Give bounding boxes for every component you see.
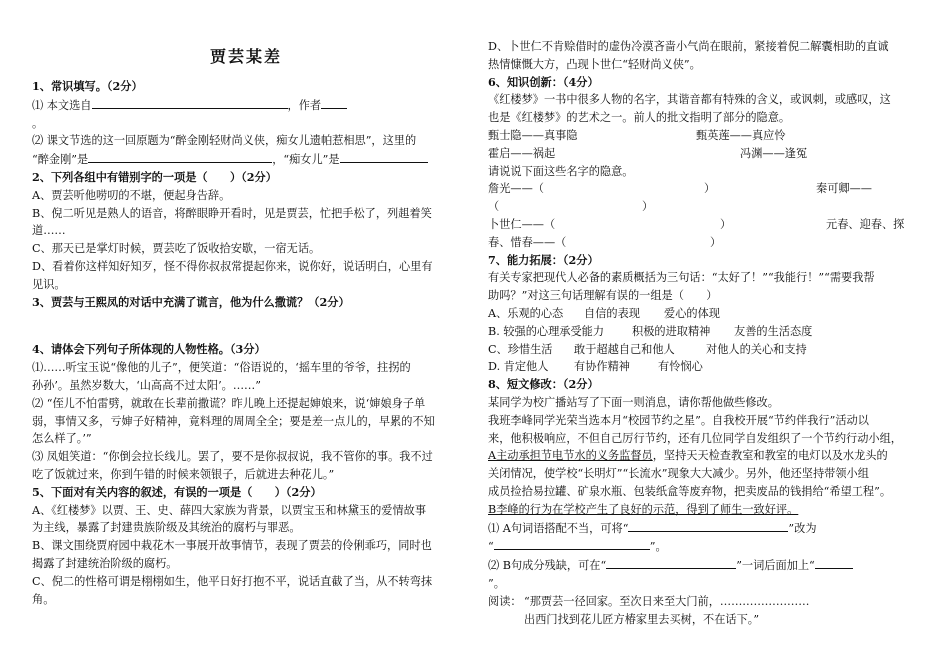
q6-n2d[interactable]: 春、惜春——（: [488, 235, 567, 249]
q8-r1c: “: [488, 540, 494, 554]
q8-r1-blank1[interactable]: [628, 519, 788, 532]
q1-line3: [32, 150, 460, 169]
q1-line3-a: “醉金刚”是: [32, 153, 89, 167]
q2-option-d2: 见识。: [32, 277, 66, 291]
q6-n1b: ）: [704, 182, 716, 196]
q2-option-b2: 道……: [32, 224, 66, 238]
q1-line1-b: ，作者: [287, 98, 322, 112]
q5-heading: 5、下面对有关内容的叙述，有误的一项是（ ）（2分）: [32, 484, 322, 499]
q8-sentence-a: A主动承担节电节水的义务监督员: [488, 449, 653, 463]
q8-sentence-b: B李峰的行为在学校产生了良好的示范，得到了师生一致好评。: [488, 502, 799, 516]
q5-d2: 热情慷慨大方，凸现卜世仁“轻财尚义侠”。: [488, 57, 701, 71]
q6-heading: 6、知识创新：（4分）: [488, 74, 599, 89]
page-title: 贾芸某差: [209, 47, 282, 66]
q4-s2a: ⑵ “侄儿不怕雷劈，就敢在长辈前撒谎？昨儿晚上还提起婶娘来，说‘婶娘身子单: [32, 396, 426, 410]
q6-ex2a: 霍启——祸起: [488, 146, 556, 160]
q8-p4-rest: ，坚持天天检查教室和教室的电灯以及水龙头的: [652, 449, 888, 463]
q7-option-d: [488, 358, 916, 376]
q2-heading: 2、下列各组中有错别字的一项是（ ）（2分）: [32, 169, 277, 184]
q7-a2: 自信的表现: [584, 306, 640, 320]
q6-ex1a: 甄士隐——真事隐: [488, 128, 578, 142]
q3-answer-space[interactable]: [32, 311, 460, 341]
q4-s3a: ⑶ 凤姐笑道：“你倒会拉长线儿。罢了，要不是你叔叔说，我不管你的事。我不过: [32, 450, 433, 464]
q8-r2-blank1[interactable]: [606, 556, 736, 569]
q7-c2: 敢于超越自己和他人: [574, 342, 675, 356]
q8-p1: 某同学为校广播站写了下面一则消息，请你帮他做些修改。: [488, 395, 779, 409]
q7-b2: 积极的进取精神: [632, 324, 711, 338]
q8-read1b: ……………………: [719, 594, 810, 608]
q1-line3-b: ，“痴女儿”是: [272, 153, 340, 167]
q8-p6: 成员捡拾易拉罐、矿泉水瓶、包装纸盒等废弃物，把卖废品的钱捐给“希望工程”。: [488, 484, 892, 498]
q7-option-a: [488, 305, 916, 323]
q8-r1-cont: [488, 537, 916, 556]
q7-p1: 有关专家把现代人必备的素质概括为三句话：“太好了！”“我能行！”“需要我帮: [488, 271, 875, 285]
q8-p5: 关闭情况，使学校“长明灯”“长流水”现象大大减少。另外，他还坚持带领小组: [488, 467, 869, 481]
q7-p2: 助吗？”对这三句话理解有误的一组是（ ）: [488, 289, 718, 303]
q7-d3: 有怜悯心: [658, 360, 703, 374]
q1-author-blank[interactable]: [321, 96, 347, 109]
q8-r2-end: ”。: [488, 576, 505, 590]
q8-r1-blank2[interactable]: [494, 537, 650, 550]
left-column: [32, 40, 460, 608]
q6-example-row1: [488, 127, 916, 145]
q8-r2a: ⑵ B句成分残缺，可在“: [488, 559, 607, 573]
q8-r1: [488, 519, 916, 538]
q6-p1: 《红楼梦》一书中很多人物的名字，其谐音都有特殊的含义，或讽刺，或感叹，这: [488, 93, 891, 107]
q7-d1: D. 肯定他人: [488, 360, 549, 374]
q5-c2: 角。: [32, 592, 55, 606]
q5-c1: C、倪二的性格可谓是栩栩如生，他平日好打抱不平，说话直截了当，从不转弯抹: [32, 574, 433, 588]
q2-option-b1: B、倪二听见是熟人的语音，将醉眼睁开看时，见是贾芸，忙把手松了，列趄着笑: [32, 206, 432, 220]
q8-read2: 出西门找到花儿匠方椿家里去买树，不在话下。”: [524, 612, 760, 626]
q6-n1c: 秦可卿——: [816, 182, 872, 196]
q7-heading: 7、能力拓展：（2分）: [488, 252, 599, 267]
q8-p2: 我班李峰同学光荣当选本月“校园节约之星”。自我校开展“节约伴我行”活动以: [488, 413, 869, 427]
q4-s2c: 怎么样了。’”: [32, 432, 92, 446]
q1-source-blank[interactable]: [92, 96, 288, 109]
q5-a2: 为主线，暴露了封建贵族阶级及其统治的腐朽与罪恶。: [32, 521, 301, 535]
q6-name-row2: [488, 216, 916, 234]
q7-d2: 有协作精神: [574, 360, 630, 374]
q1-girl-blank[interactable]: [340, 150, 428, 163]
q8-read1: [488, 593, 916, 611]
q6-ex2b: 冯渊——逢冤: [740, 146, 808, 160]
q8-p3: 来，他积极响应，不但自己厉行节约，还有几位同学自发组织了一个节约行动小组，: [488, 431, 902, 445]
q1-line1-end: 。: [32, 116, 44, 130]
q8-r2b: ”一词后面加上“: [736, 559, 815, 573]
q1-line2: ⑵ 课文节选的这一回原题为“醉金刚轻财尚义侠，痴女儿遗帕惹相思”，这里的: [32, 134, 417, 148]
q1-line1-a: ⑴ 本文选自: [32, 98, 92, 112]
q2-option-a: A、贾芸听他唠叨的不堪，便起身告辞。: [32, 188, 231, 202]
q7-a1: A、乐观的心态: [488, 306, 564, 320]
q8-p4: [488, 447, 916, 465]
q5-b2: 揭露了封建统治阶级的腐朽。: [32, 556, 178, 570]
q6-n2a: 卜世仁——（: [488, 217, 556, 231]
q8-r1d: ”。: [649, 540, 667, 554]
q7-b1: B. 较强的心理承受能力: [488, 324, 605, 338]
q6-example-row2: [488, 145, 916, 163]
q6-p2: 也是《红楼梦》的艺术之一。前人的批文指明了部分的隐意。: [488, 111, 791, 125]
right-column: [488, 38, 916, 628]
q6-name-row1: [488, 180, 916, 198]
q8-heading: 8、短文修改：（2分）: [488, 377, 599, 392]
q8-r2: [488, 556, 916, 575]
q2-option-d1: D、看着你这样知好知歹，怪不得你叔叔常提起你来，说你好，说话明白，心里有: [32, 259, 433, 273]
q7-option-b: [488, 323, 916, 341]
q8-read1a: “那贾芸一径回家。至次日来至大门前，: [524, 594, 720, 608]
q1-drunk-blank[interactable]: [88, 150, 272, 163]
q6-n1d[interactable]: （: [488, 200, 500, 214]
q8-r1b: ”改为: [788, 521, 817, 535]
q8-r1a: ⑴ A句词语搭配不当，可将“: [488, 521, 629, 535]
q6-n1a: 詹光——（: [488, 182, 544, 196]
q4-s1a: ⑴……听宝玉说“像他的儿子”，便笑道：“俗语说的，‘摇车里的爷爷，拄拐的: [32, 361, 411, 375]
q6-n2b: ）: [720, 217, 732, 231]
q5-b1: B、课文围绕贾府园中栽花木一事展开故事情节，表现了贾芸的伶俐乖巧，同时也: [32, 539, 432, 553]
q6-ask: 请说说下面这些名字的隐意。: [488, 164, 634, 178]
q2-option-c: C、那天已是掌灯时候，贾芸吃了饭收拾安歇，一宿无话。: [32, 242, 321, 256]
q7-option-c: [488, 341, 916, 359]
q5-a1: A、《红楼梦》以贾、王、史、薛四大家族为背景，以贾宝玉和林黛玉的爱情故事: [32, 503, 427, 517]
q6-name-row2b: [488, 234, 916, 252]
q1-heading: 1、常识填写。（2分）: [32, 79, 143, 93]
q4-heading: 4、请体会下列句子所体现的人物性格。（3分）: [32, 342, 266, 357]
q6-n1e: ）: [642, 200, 654, 214]
q4-s2b: 弱，事情又多，亏婶子好精神，竟料理的周周全全；要是差一点儿的，早累的不知: [32, 414, 435, 428]
q8-r2-blank2[interactable]: [815, 556, 853, 569]
q6-n2c: 元春、迎春、探: [826, 217, 905, 231]
q6-ex1b: 甄英莲——真应怜: [696, 128, 786, 142]
q7-c1: C、珍惜生活: [488, 342, 553, 356]
q4-s3b: 吃了饭就过来，你到午错的时候来领银子，后就进去种花儿。”: [32, 467, 335, 481]
q7-a3: 爱心的体现: [664, 306, 720, 320]
q6-n2e: ）: [710, 235, 722, 249]
q5-d1: D、卜世仁不肯赊借时的虚伪冷漠吝啬小气尚在眼前，紧接着倪二解囊相助的直诚: [488, 40, 889, 53]
q1-line1: [32, 96, 460, 115]
q4-s1b: 孙孙’。虽然岁数大，‘山高高不过太阳’。……”: [32, 378, 261, 392]
q7-b3: 友善的生活态度: [734, 324, 813, 338]
q6-name-row1b: [488, 198, 916, 216]
q3-heading: 3、贾芸与王熙凤的对话中充满了谎言，他为什么撒谎？（2分）: [32, 294, 350, 309]
q7-c3: 对他人的关心和支持: [706, 342, 807, 356]
q8-read-label: 阅读：: [488, 594, 522, 608]
